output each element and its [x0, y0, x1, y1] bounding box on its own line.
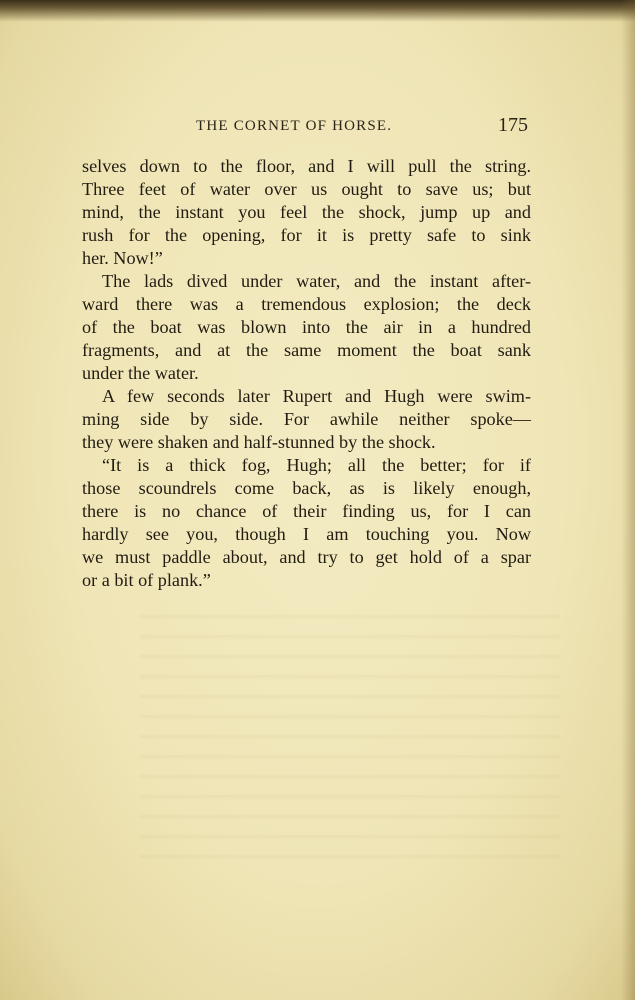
text-line: Three feet of water over us ought to save us; but: [82, 179, 531, 199]
text-line: of the boat was blown into the air in a hundred: [82, 317, 531, 337]
text-line: fragments, and at the same moment the boat sank: [82, 340, 531, 360]
text-line: there is no chance of their finding us, for I can: [82, 501, 531, 521]
body-text: [82, 155, 531, 592]
text-line: they were shaken and half-stunned by the shock.: [82, 432, 436, 452]
text-line: we must paddle about, and try to get hold of a spar: [82, 547, 531, 567]
text-line: under the water.: [82, 363, 199, 383]
running-head-title: THE CORNET OF HORSE.: [196, 118, 393, 134]
text-line: ward there was a tremendous explosion; the deck: [82, 294, 531, 314]
text-line: selves down to the floor, and I will pull the string.: [82, 156, 531, 176]
text-line: hardly see you, though I am touching you. Now: [82, 524, 531, 544]
text-line: The lads dived under water, and the instant after-: [102, 271, 531, 291]
page-right-edge: [621, 0, 635, 1000]
text-line: or a bit of plank.”: [82, 570, 211, 590]
text-line: “It is a thick fog, Hugh; all the better; for if: [102, 455, 531, 475]
text-line: rush for the opening, for it is pretty safe to sink: [82, 225, 531, 245]
bleed-through: [140, 600, 560, 860]
text-line: mind, the instant you feel the shock, jump up and: [82, 202, 531, 222]
text-line: A few seconds later Rupert and Hugh were swim-: [102, 386, 531, 406]
text-line: those scoundrels come back, as is likely enough,: [82, 478, 531, 498]
running-head: [0, 114, 635, 138]
text-line: ming side by side. For awhile neither spoke—: [82, 409, 531, 429]
page-number: 175: [498, 114, 528, 136]
page-top-shadow: [0, 0, 635, 22]
text-line: her. Now!”: [82, 248, 163, 268]
